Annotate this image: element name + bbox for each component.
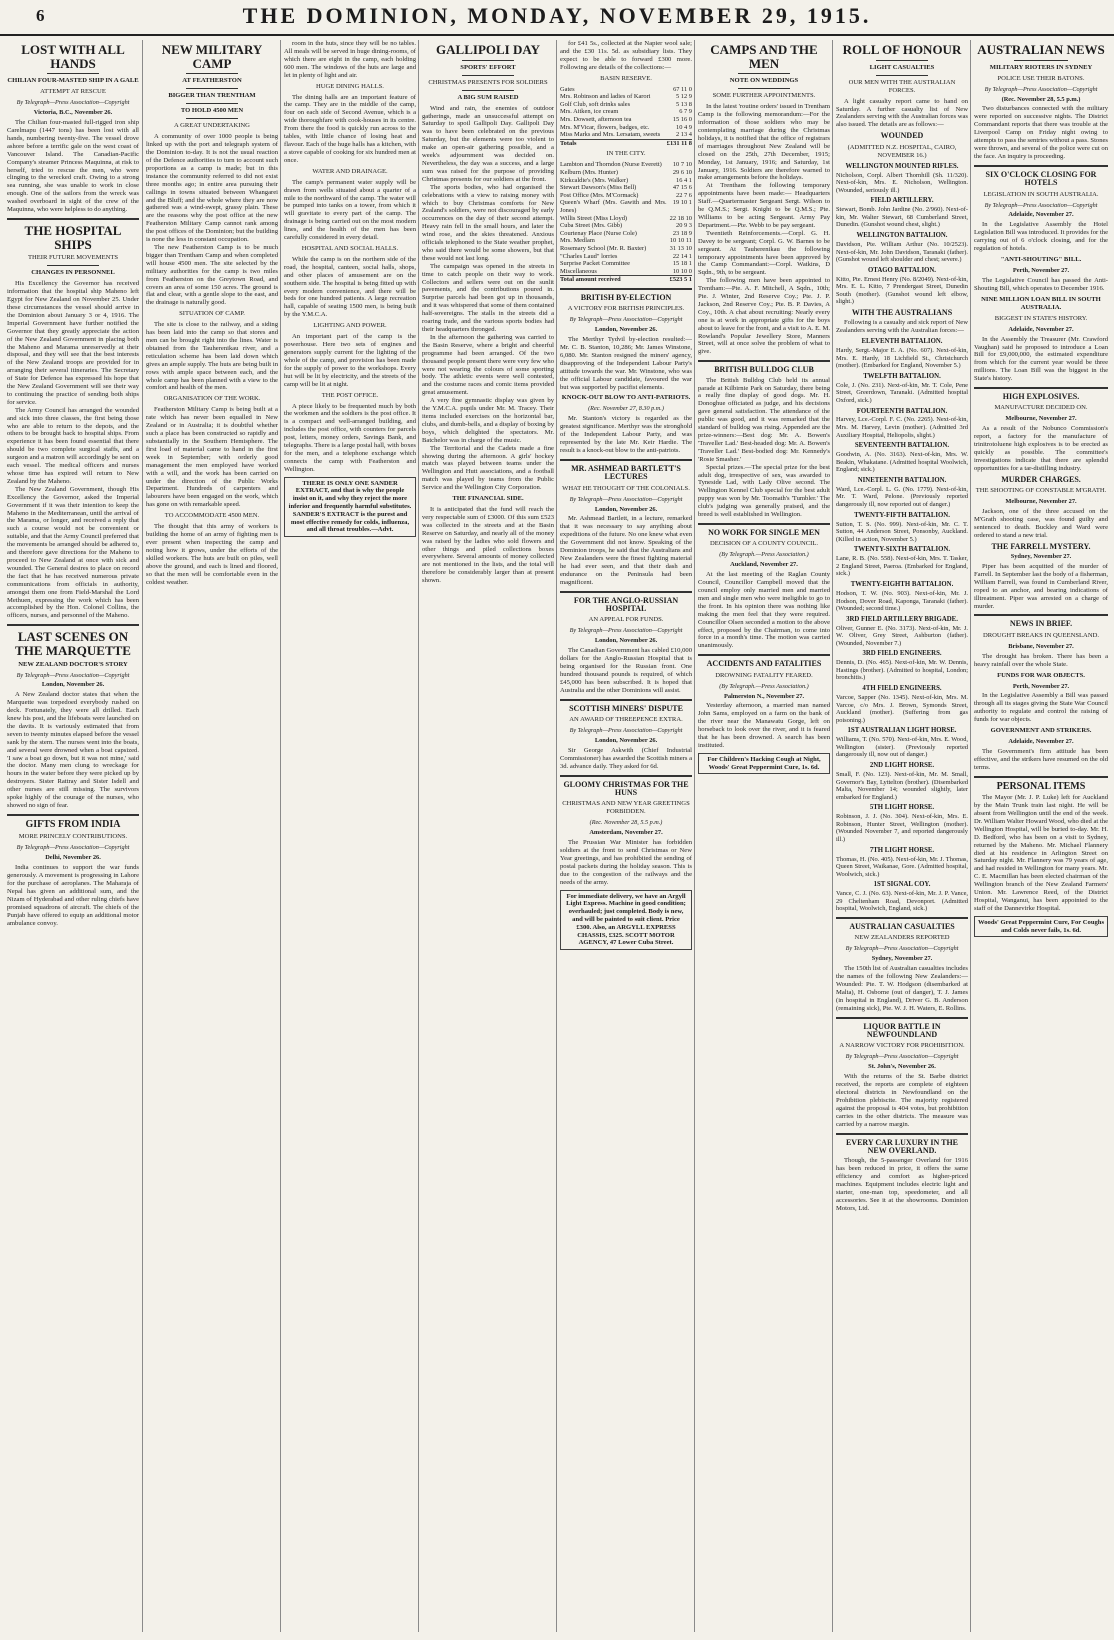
headline-no-work-for-single-men: NO WORK FOR SINGLE MEN	[708, 527, 820, 537]
table-row	[560, 268, 692, 276]
casualty-entry: Goodwin, A. (No. 3163). Next-of-kin, Mrs. W. Beakin, Whakatane. (Admitted hospital Woolwich, England; sick.)	[836, 451, 968, 474]
ledger-amount: 5 12 9	[676, 93, 692, 101]
unit-heading: TWENTY-EIGHTH BATTALION.	[850, 581, 954, 589]
table-row	[560, 124, 692, 132]
dateline: Sydney, November 27.	[1010, 553, 1072, 561]
article-body: In the Assembly the Treasurer (Mr. Crawford Vaughan) said he proposed to introduce a Loan Bill for £9,000,000, the estimated expenditure from which for the current year would be three millions. The Loan Bill was the biggest in the State's history.	[974, 335, 1108, 383]
subhead: SPORTS' EFFORT	[460, 63, 516, 71]
unit-heading: 2ND LIGHT HORSE.	[869, 762, 935, 770]
subhead: MANUFACTURE DECIDED ON.	[994, 404, 1088, 412]
masthead	[0, 0, 1114, 36]
ledger-label: Kelburn (Mrs. Hunter)	[560, 168, 619, 176]
article-body: The Mayor (Mr. J. P. Luke) left for Auckland by the Main Trunk train last night. He will be absent from Wellington until the end of the week. Dr. William Walter Howard Wood, who died at the Wellington Hospital, will be buried to-day. Mr. H. D. Bedford, who has been on a visit to Sydney, returned by the Maheno. Mr. Michael Flannery died at his residence in Arlington Street on Saturday night. Mr. Flannery was 79 years of age, and had resided in Wellington for many years. Mr. C. E. Macmillan has been elected chairman of the Wellington branch of the New Zealand Farmers' Union. Mr. Lawrence Reed, of the District Hospital, Wanganui, has been appointed to the staff of the Dannevirke Hospital.	[974, 794, 1108, 912]
article-body: The Legislative Council has passed the Anti-Shouting Bill, which operates to December 1916.	[974, 276, 1108, 292]
article-body: Featherston Military Camp is being built at a rate which has never been equalled in New Zealand or in Australia; it is doubtful whether such a place has been constructed so rapidly and substantially in the Southern Hemisphere. The first load of material came to hand in the first week in September; with orderly good management the men employed have worked with a will, and the work has been carried on under the direction of the Public Works Department. Hundreds of carpenters and labourers have been engaged on the work, which has gone on with remarkable speed.	[146, 406, 278, 509]
casualty-entry: Cole, J. (No. 231). Next-of-kin, Mr. T. Cole, Pene Street, Greerdown, Taranaki. (Admitted hospital Oxford, sick.)	[836, 381, 968, 404]
subhead: SOME FURTHER APPOINTMENTS.	[712, 92, 816, 100]
headline-british-by-election: BRITISH BY-ELECTION	[580, 292, 672, 302]
article-body: A piece likely to be frequented much by both the workmen and the soldiers is the post office. It is a compact and well-arranged building, and includes the post office, with counters for parcels post, letters, money orders, Savings Bank, and telegraphs. There is a large postal hall, with boxes for the men, and a telephone exchange which connects the camp with Featherston and Wellington.	[284, 402, 416, 473]
unit-heading: 7TH LIGHT HORSE.	[869, 846, 935, 854]
unit-heading: FIELD ARTILLERY.	[870, 197, 934, 205]
subhead: BIGGER THAN TRENTHAM	[168, 92, 256, 100]
subhead: TO HOLD 4500 MEN	[180, 107, 244, 115]
dateline: Amsterdam, November 27.	[589, 829, 663, 837]
headline-new-military-camp: NEW MILITARY CAMP	[161, 42, 263, 71]
dateline: Perth, November 27.	[1012, 682, 1070, 690]
casualty-entry: Vance, C. J. (No. 63). Next-of-kin, Mr. J. P. Vance, 29 Cheltenham Road, Devonport. (Admitted hospital, Woolwich, England, sick.)	[836, 890, 968, 913]
subhead: A BIG SUM RAISED	[457, 93, 519, 101]
ledger-label: Golf Club, soft drinks sales	[560, 100, 631, 108]
article-body: The Chilian four-masted full-rigged iron ship Carelmapu (1447 tons) has been lost with all hands, numbering twenty-five. The vessel drove ashore before a terrific gale on the west coast of Vancouver Island. The Canadian-Pacific Company's steamer Princess Maquinna, at risk to herself, tried to rescue the men, who were clinging to the wrecked craft. Owing to a strong sea running, she was unable to work in close enough. One of the sailors from the wreck was washed overboard in sight of the crew of the Maquinna, who were helpless to do anything.	[7, 119, 139, 214]
casualty-entry: Kitto, Pte. Ernest Henry (No. 8/2049). Next-of-kin, Mrs. E. L. Kitto, 7 Prendergast Street, Dunedin South (mother). (Gunshot wound left elbow, slight.)	[836, 275, 968, 306]
advertisement-woods-peppermint-cure: For Children's Hacking Cough at Night, Woods' Great Peppermint Cure, 1s. 6d.	[698, 753, 830, 775]
table-row	[560, 230, 692, 238]
article-body: In the Legislative Assembly the Hotel Legislation Bill was introduced. It provides for the carrying out of 6 o'clock closing, and for the regulation of hotels.	[974, 221, 1108, 253]
byline: By Telegraph—Press Association—Copyright	[845, 1053, 959, 1061]
ledger-amount: 22 18 10	[669, 214, 692, 222]
headline-australian-casualties: AUSTRALIAN CASUALTIES	[849, 921, 955, 931]
headline-anglo-russian-hospital: FOR THE ANGLO-RUSSIAN HOSPITAL	[573, 595, 679, 613]
article-body: As a result of the Nobunco Commission's report, a factory for the manufacture of trinitrotoluene high explosives is to be erected as quickly as possible. The committee's investigations indicate that there are splendid opportunities for a tar-distilling industry.	[974, 425, 1108, 472]
advertisement-woods-peppermint-cure: Woods' Great Peppermint Cure, For Coughs and Colds never fails, 1s. 6d.	[974, 916, 1108, 938]
ledger-label: Gates	[560, 85, 575, 93]
headline-six-oclock-closing: SIX O'CLOCK CLOSING FOR HOTELS	[985, 169, 1097, 188]
casualty-entry: Nicholson, Corpl. Albert Thornhill (Sh. 11/320). Next-of-kin, Mrs. E. Nicholson, Wellington. (Wounded, seriously ill.)	[836, 171, 968, 194]
headline-scottish-miners-dispute: SCOTTISH MINERS' DISPUTE	[569, 703, 683, 713]
column-2	[142, 40, 281, 1632]
unit-heading: TWENTY-FIFTH BATTALION.	[854, 511, 950, 519]
ledger-amount: 15 16 0	[672, 116, 692, 123]
dateline: Delhi, November 26.	[45, 854, 101, 862]
subhead: DROWNING FATALITY FEARED.	[715, 671, 813, 679]
article-body: The 150th list of Australian casualties includes the names of the following New Zealanders:—Wounded: Pte. T. W. Hodgson (disembarked at Malta), H. Osborne (out of danger), T. J. James (in hospital in England), Driver G. B. Anderson (remaining sick), Pte. W. J. H. Waters, E. Rollins.	[836, 965, 968, 1012]
byline: By Telegraph—Press Association—Copyright	[984, 85, 1098, 93]
table-row	[560, 161, 692, 169]
section-heading-wounded: WOUNDED	[880, 131, 924, 141]
ledger-amount: 2 13 4	[676, 131, 692, 139]
article-body: Jackson, one of the three accused on the M'Grath shooting case, was found guilty and sentenced to death. Buckley and Ward were ordered to stand a new trial.	[974, 508, 1108, 539]
subhead: MILITARY RIOTERS IN SYDNEY	[989, 63, 1093, 71]
article-body: The thought that this army of workers is building the home of an army of fighting men is ever present when inspecting the camp and noting how it grows, under the efforts of the skilled workers. The huts are built on piles, well above the ground, and each is lined and floored, so that the men will be comfortable even in the coldest weather.	[146, 523, 278, 586]
table-row: Total amount received £523 5 1	[560, 276, 692, 284]
section-subhead: TO ACCOMMODATE 4500 MEN.	[164, 512, 260, 520]
headline-gloomy-christmas: GLOOMY CHRISTMAS FOR THE HUNS	[563, 779, 689, 797]
article-body: An important part of the camp is the powerhouse. Here two sets of engines and generators supply current for the lighting of the whole of the camp, and provision has been made for the supply of power to the workshops. Every hut will be lit by electricity, and the streets of the camp will be lit at night.	[284, 333, 416, 388]
headline-camps-and-the-men: CAMPS AND THE MEN	[710, 42, 818, 71]
ledger-label: Cuba Street (Mrs. Gibb)	[560, 222, 623, 230]
subhead: A NARROW VICTORY FOR PROHIBITION.	[839, 1042, 965, 1050]
subhead: LEGISLATION IN SOUTH AUSTRALIA.	[983, 190, 1099, 198]
subhead: AT FEATHERSTON	[182, 77, 242, 85]
dateline: (Rec. November 28, 5.5 p.m.)	[1001, 95, 1081, 103]
ledger-amount: 10 10 11	[669, 237, 692, 245]
advertisement-sander-extract: THERE IS ONLY ONE SANDER EXTRACT, and that is why the people insist on it, and why they reject the more inferior and frequently harmful substitutes. SANDER'S EXTRACT is the purest and most effective remedy for colds, influenza, and all throat troubles.—Advt.	[284, 477, 416, 538]
subhead: A VICTORY FOR BRITISH PRINCIPLES.	[567, 305, 685, 313]
article-body: A New Zealand doctor states that when the Marquette was torpedoed everybody rushed on deck. Fortunately, they were all drilled. Each knew his post, and the lifeboats were launched on the davits. It is variously estimated that from seven to twenty minutes elapsed before the vessel sank by the stern. The nurses went into the boats, and several were drowned when a boat capsized. 'I saw a boat go down, but it was not mine,' said the doctor. Many men clung to wreckage for hours in the water before they were picked up by destroyers. Sister Rattray and Sister Isdell and other nurses are still missing. The survivors spoke highly of the courage of the nurses, who showed no sign of fear.	[7, 691, 139, 809]
unit-heading: NINETEENTH BATTALION.	[857, 476, 947, 484]
byline: By Telegraph—Press Association—Copyright	[16, 99, 130, 107]
table-row	[560, 184, 692, 192]
byline: By Telegraph—Press Association—Copyright	[569, 495, 683, 503]
article-body: In the Legislative Assembly a Bill was passed through all its stages giving the State War Council authority to regulate and control the raising of funds for war objects.	[974, 692, 1108, 724]
article-body: Wind and rain, the enemies of outdoor gatherings, made an unsuccessful attempt on Saturday to spoil Gallipoli Day. Gallipoli Day was to have been celebrated on the previous Saturday, but the elements were too violent to make an open-air gathering possible, and a week's adjournment was decided on. Nevertheless, the day was a success, and a large sum was raised for the purpose of providing Christmas presents for our soldiers at the front. The sports bodies, who had organised the celebrations with a view to raising money with which to buy Christmas comforts for New Zealand's soldiers, were not discouraged by early occurrences on the day of their second attempt. Heavy rain fell in the small hours, and later the wind rose, and the skies threatened. Anxious officials telephoned to the State weather prophet, who said there would be some showers, but that these would not last long. The campaign was opened in the streets in time to catch people on their way to work. Collectors and sellers were out on the sunlit pavements, and the contributions poured in. Surprise parcels had been got up in thousands, and it was whispered that some of them contained half-sovereigns. The stalls in the streets did a roaring trade, and the various sports bodies had their headquarters thronged. In the afternoon the gathering was carried to the Basin Reserve, where a bright and cheerful programme had been arranged. Of the two thousand people present there were very few who were not wearing the colours of some sporting body. The athletic events were well contested, and the costume races and comic items provided great amusement. A very fine gymnastic display was given by the Y.M.C.A. pupils under Mr. M. Tracey. Their items included exercises on the horizontal bar, clubs, and dumb-bells, and a display of boxing by boys, which delighted the spectators. Mr. Batchelor was in charge of the music. The Territorial and the Cadets made a fine showing during the afternoon. A girls' hockey match was played between teams under the Wellington and Hutt associations, and a football match was played by teams from the Public Service and the Wellington City Corporation.	[422, 104, 554, 492]
byline: By Telegraph—Press Association—Copyright	[569, 727, 683, 735]
subhead: CHRISTMAS AND NEW YEAR GREETINGS FORBIDDEN.	[562, 800, 690, 816]
headline-hospital-ships: THE HOSPITAL SHIPS	[24, 222, 122, 252]
headline-british-bulldog-club: BRITISH BULLDOG CLUB	[714, 365, 814, 375]
ledger-label: Surprise Packet Committee	[560, 260, 630, 268]
subhead: DROUGHT BREAKS IN QUEENSLAND.	[982, 631, 1099, 639]
article-body: It is anticipated that the fund will reach the very respectable sum of £3000. Of this sum £523 was collected in the streets and at the Basin Reserve on Saturday, and nearly all of the money was raised by the ladies who sold flowers and other things and piled collections boxes everywhere. Several amounts of money collected are not mentioned in the lists, and the total will therefore be considerably larger than at present shown.	[422, 506, 554, 585]
subhead: NINE MILLION LOAN BILL IN SOUTH AUSTRALIA.	[981, 295, 1101, 311]
ledger-amount: 16 4 1	[676, 176, 692, 184]
unit-heading: 5TH LIGHT HORSE.	[869, 804, 935, 812]
ledger-amount: 10 7 10	[672, 161, 692, 169]
unit-heading: OTAGO BATTALION.	[868, 266, 936, 274]
ledger-label: Miss Marks and Mrs. Lersatam, sweets	[560, 131, 661, 139]
table-row	[560, 108, 692, 116]
ledger-label: Mrs. M'Vicar, flowers, badges, etc.	[560, 123, 650, 131]
ledger-label: Queen's Wharf (Mrs. Gawith and Mrs. Jones)	[560, 199, 667, 214]
article-body: The Government's firm attitude has been effective, and the strikers have resumed on the old terms.	[974, 748, 1108, 771]
headline-ashmead-bartlett-lectures: MR. ASHMEAD BARTLETT'S LECTURES	[571, 463, 681, 482]
section-subhead: THE FINANCIAL SIDE.	[452, 495, 524, 503]
dateline: Melbourne, November 27.	[1005, 498, 1077, 506]
article-body: for £41 5s., collected at the Napier wool sale; and the £30 11s. 5d. as subsidiary lists. They expect to be able to forward £300 more. Following are details of the collections:—	[560, 40, 692, 71]
casualty-entry: Hodson, T. W. (No. 903). Next-of-kin, Mr. J. Hodson, Dover Road, Kaponga, Taranaki (father). (Wounded; second time.)	[836, 589, 968, 613]
dateline: Perth, November 27.	[1012, 267, 1070, 275]
ledger-label: Courtenay Place (Nurse Cole)	[560, 229, 637, 237]
ledger-label: Kirkcaldie's (Mrs. Walker)	[560, 176, 629, 184]
casualty-entry: Oliver, Gunner E. (No. 3173). Next-of-kin, Mr. J. W. Oliver, Grey Street, Ashburton (father). (Wounded, November 7.)	[836, 624, 968, 647]
column-4	[418, 40, 557, 1632]
ledger-amount: 10 4 9	[676, 123, 692, 131]
dateline: Auckland, November 27.	[730, 561, 798, 569]
article-body: Mr. Stanton's victory is regarded as the greatest significance. Merthyr was the stronghold of the Independent Labour Party, and was represented by the late Mr. Keir Hardie. The result is a knock-out blow to the anti-patriots.	[560, 415, 692, 454]
headline-car-luxury-overland: EVERY CAR LUXURY IN THE NEW OVERLAND.	[845, 1137, 959, 1155]
ledger-title: BASIN RESERVE.	[600, 74, 652, 82]
ledger-label: Mrs. Medlam	[560, 237, 595, 245]
unit-heading: ELEVENTH BATTALION.	[861, 338, 943, 346]
casualty-entry: Varcoe, Sapper (No. 1345). Next-of-kin, Mrs. M. Varcoe, c/o Mrs. J. Brown, Symonds Street, Auckland (mother). (Suffering from gas poisoning.)	[836, 693, 968, 724]
subhead: LIGHT CASUALTIES	[869, 63, 935, 71]
unit-heading: WELLINGTON MOUNTED RIFLES.	[845, 162, 959, 170]
byline: (Rec. November 27, 8.30 p.m.)	[588, 405, 664, 413]
collections-table-city	[560, 161, 692, 284]
headline-gifts-from-india: GIFTS FROM INDIA	[25, 818, 121, 830]
subhead: KNOCK-OUT BLOW TO ANTI-PATRIOTS.	[561, 394, 691, 402]
headline-last-scenes-marquette: LAST SCENES ON THE MARQUETTE	[15, 629, 131, 658]
dateline: St. John's, November 26.	[868, 1063, 936, 1071]
byline: By Telegraph—Press Association—Copyright	[569, 627, 683, 635]
headline-farrell-mystery: THE FARRELL MYSTERY.	[991, 541, 1091, 551]
ledger-amount: 6 7 9	[679, 108, 692, 116]
section-subhead: LIGHTING AND POWER.	[313, 322, 387, 330]
headline-personal-items: PERSONAL ITEMS	[996, 780, 1086, 792]
ledger-label: "Charles Laud" lorries	[560, 252, 618, 260]
ledger-amount: 22 7 6	[676, 191, 692, 199]
casualty-entry: Hardy, Sergt.-Major E. A. (No. 607). Next-of-kin, Mrs. E. Hardy, 18 Lichfield St., Christchurch (mother). (Embarked for England, November 5.)	[836, 347, 968, 370]
article-body: While the camp is on the northern side of the road, the hospital, canteen, social halls, shops, and other places of amusement are on the southern side. The hospital is being fitted up with every modern convenience, and there will be beds for one hundred patients. A large recreation hall, capable of seating 1500 men, is being built by the Y.M.C.A.	[284, 255, 416, 319]
advertisement-scott-motor-agency: For immediate delivery, we have an Argyll Light Express. Machine in good condition; overhauled; just completed. Body is new, and will be painted to suit client. Price £300. Also, an ARGYLL EXPRESS CHASSIS, £325. SCOTT MOTOR AGENCY, 47 Lower Cuba Street.	[560, 890, 692, 951]
byline: By Telegraph—Press Association—Copyright	[984, 201, 1098, 209]
table-row	[560, 192, 692, 200]
byline: By Telegraph—Press Association—Copyright	[845, 945, 959, 953]
headline-lost-with-all-hands: LOST WITH ALL HANDS	[21, 42, 125, 71]
headline-news-in-brief: NEWS IN BRIEF.	[1009, 619, 1073, 629]
table-row	[560, 237, 692, 245]
column-1	[4, 40, 142, 1632]
unit-heading: TWENTY-SIXTH BATTALION.	[853, 546, 951, 554]
casualty-list	[836, 163, 968, 306]
section-subhead: ORGANISATION OF THE WORK.	[163, 395, 261, 403]
casualty-entry: Harvey, Lce.-Corpl. F. C. (No. 2265). Next-of-kin, Mrs. M. Harvey, Levin (mother). (Admitted 3rd Auxiliary Hospital, Heliopolis, slight.)	[836, 416, 968, 439]
dateline: Adelaide, November 27.	[1008, 211, 1074, 219]
subhead: GOVERNMENT AND STRIKERS.	[990, 727, 1092, 735]
unit-heading: 1ST SIGNAL COY.	[873, 881, 931, 889]
ledger-amount: 47 15 6	[672, 184, 692, 192]
section-subhead: HUGE DINING HALLS.	[316, 82, 384, 90]
headline-roll-of-honour: ROLL OF HONOUR	[842, 42, 962, 57]
ledger-title: IN THE CITY.	[606, 150, 646, 158]
subhead: NEW ZEALANDERS REPORTED	[854, 934, 950, 942]
casualty-entry: Davidson, Pte. William Arthur (No. 10/2523). Next-of-kin, Mr. John Davidson, Taranaki (father). (Gunshot wound left shoulder and chest; severe.)	[836, 240, 968, 264]
byline: By Telegraph—Press Association—Copyright	[569, 316, 683, 324]
article-body: Following is a casualty and sick report of New Zealanders serving with the Australian forces:—	[836, 319, 968, 335]
article-body: The Prussian War Minister has forbidden soldiers at the front to send Christmas or New Year greetings, and has prohibited the sending of postal packets during the holiday season. This is due to the congestion of the railways and the needs of the army.	[560, 839, 692, 886]
article-body: The camp's permanent water supply will be drawn from wells situated about a quarter of a mile to the northward of the camp. The water will be pumped into tanks on a tower, from which it will gravitate to every part of the camp. The drainage is being carried out on the most modern lines, and the health of the men has been carefully considered in every detail.	[284, 178, 416, 242]
article-body: The Canadian Government has cabled £10,000 dollars for the Anglo-Russian Hospital that is being organised for the Russian front. One hundred thousand pounds is required, of which £45,000 has been subscribed. It is hoped that Australia and the other Dominions will assist.	[560, 647, 692, 694]
byline: (By Telegraph.—Press Association.)	[719, 551, 809, 559]
subhead: NEW ZEALAND DOCTOR'S STORY	[18, 660, 128, 668]
article-body: A community of over 1000 people is being linked up with the port and telegraph system of the Dominion to-day. It is not the usual reaction of the Defence authorities to turn to account such proportions as a camp is made; but in this instance the community referred to did not exist three months ago; in entire area pursuing their callings in towns situated between Whangarei and the Bluff; and the whole where they are now gathered was a wind-swept, grassy plain. These are the reasons why the post office at the new Featherston Military Camp cannot rank among the post offices of the Dominion; but the building is none the less in constant occupation. The new Featherston Camp is to be much bigger than Trentham Camp and when completed will house 4500 men. The site selected by the military authorities for the camp is two miles from Featherston on the Greytown Road, and covers an area of some 150 acres. The ground is flat and clear, with a gentle slope to the east, and the drainage is naturally good.	[146, 133, 278, 307]
section-heading-with-australians: WITH THE AUSTRALIANS	[851, 308, 953, 317]
headline-accidents-and-fatalities: ACCIDENTS AND FATALITIES	[706, 659, 822, 669]
article-body: The dining halls are an important feature of the camp. They are in the middle of the camp, four on each side of Second Avenue, which is a wide thoroughfare with cook-houses in its centre. From there the food is quickly run across to the tables, with little chance of losing heat and flavour. Each of the huge halls has a kitchen, with a stove capable of cooking for six hundred men at once.	[284, 93, 416, 164]
article-body: The Merthyr Tydvil by-election resulted:— Mr. C. B. Stanton, 10,286; Mr. James Winstone, 6,080. Mr. Stanton resigned the miners' agency, disapproving of the Independent Labour Party's attitude towards the war. Mr. Winstone, who was the official Labour candidate, favoured the war but was supported by pacifist elements.	[560, 336, 692, 391]
column-5	[556, 40, 695, 1632]
subhead: FUNDS FOR WAR OBJECTS.	[997, 671, 1085, 679]
column-7	[832, 40, 971, 1632]
dateline: London, November 26.	[594, 326, 658, 334]
article-body: A light casualty report came to hand on Saturday. A further casualty list of New Zealanders serving with the Australian forces was also issued. The details are as follows:—	[836, 97, 968, 129]
dateline: London, November 26.	[594, 637, 658, 645]
ledger-amount: 5 13 8	[676, 100, 692, 108]
unit-heading: 4TH FIELD ENGINEERS.	[862, 685, 942, 693]
subhead: A GREAT UNDERTAKING	[174, 122, 250, 130]
collections-table-basin-reserve	[560, 86, 692, 148]
subhead: "ANTI-SHOUTING" BILL.	[1000, 256, 1082, 264]
article-body: His Excellency the Governor has received information that the hospital ship Maheno left Egypt for New Zealand on November 25. Under these circumstances the vessel should arrive in the Dominion about January 3 or 4, 1916. The Imperial Government have further notified the Governor that they greatly appreciate the action of the New Zealand Government in placing both the Maheno and Marama unreservedly at their disposal, and they will see that the best interests of the New Zealand troops are provided for in arranging their several itineraries. The Secretary of State for Defence has expressed his hope that the New Zealand Government will see their way to continuing the practice of sending both ships for service. The Army Council has arranged the wounded and sick into three classes, the first being those who are able to return to the depots, and the others to be brought back to hospital ships. From experience it has been found essential that there should be two complete surgical staffs, and a surgeon and a matron will accordingly be sent on each vessel. The medical officers and nurses whose time has expired will return to New Zealand by the Maheno. The New Zealand Government, though His Excellency the Governor, asked the Imperial Government if it was their intention to keep the Maheno in the Mediterranean, until the arrival of the Marama, or longer, and received a reply that such a course would not be convenient or suitable, and that the Army Council preferred that the movements be arranged should be adhered to, and therefore gave directions for the Maheno to proceed to New Zealand at once with sick and wounded. The General desires to place on record the fact that he has received numerous private communications from officials in authority, amongst them one from Field-Marshal the Lord Methuen, expressing the work which has been accomplished by the Hon. Colonel Collins, the officers, nurses, and personnel of the Maheno.	[7, 280, 139, 620]
article-body: room in the huts, since they will be no tables. All meals will be served in huge dining-rooms, of which there are eight in the camp, each holding 600 men. The windows of the huts are large and let in plenty of light and air.	[284, 40, 416, 79]
table-row	[560, 131, 692, 139]
table-row	[560, 260, 692, 268]
ledger-amount: 22 14 1	[672, 252, 692, 260]
article-body: With the returns of the St. Barbe district received, the reports are complete of eighteen electoral districts in Newfoundland on the Prohibition plebiscite. The majority registered against the proposal is 404 votes, but prohibition carries in the other districts. The measure was carried by a narrow margin.	[836, 1073, 968, 1128]
ledger-amount: 31 13 10	[669, 244, 692, 252]
casualty-entry: Dennis, D. (No. 465). Next-of-kin, Mr. W. Dennis, Hastings (brother). (Admitted to hospital, London; bronchitis.)	[836, 659, 968, 682]
article-body: At the last meeting of the Raglan County Council, Councillor Campbell moved that the council employ only married men and married men and single men who were ineligible to go to the front. In his opinion there was nothing like making the men feel that they were required. Councillor Olsen seconded a motion to the above effect, proposed by the Chairman, to come into force in a month's time. The motion was carried unanimously.	[698, 571, 830, 650]
table-row	[560, 169, 692, 177]
note: (ADMITTED N.Z. HOSPITAL, CAIRO, NOVEMBER 16.)	[847, 143, 957, 159]
table-row	[560, 177, 692, 185]
article-body: The site is close to the railway, and a siding has been laid into the camp so that stores and men can be brought right into the lines. Water is obtained from the Tauherenikau river, and a reticulation scheme has been laid down which gives an ample supply. The huts are being built in rows with ample space between each, and the whole camp has been planned with a view to the comfort and health of the men.	[146, 321, 278, 392]
subhead: MORE PRINCELY CONTRIBUTIONS.	[18, 833, 128, 841]
unit-heading: TWELFTH BATTALION.	[863, 372, 941, 380]
ledger-label: Miscellaneous	[560, 267, 597, 275]
subhead: WHAT HE THOUGHT OF THE COLONIALS.	[562, 484, 690, 492]
table-row	[560, 101, 692, 109]
dateline: Adelaide, November 27.	[1008, 738, 1074, 746]
article-body: Two disturbances connected with the military were reported on successive nights. The District Commandant reports that there was trouble at the Liverpool Camp on Friday night owing to attempts to pass the sentries without a pass. Stones were thrown, and several of the police were cut on the face. An inquiry is proceeding.	[974, 105, 1108, 160]
byline: (By Telegraph.—Press Association.)	[719, 682, 809, 690]
article-body: Sir George Askwith (Chief Industrial Commissioner) has awarded the Scottish miners a 3d. advance daily. They asked for 6d.	[560, 746, 692, 770]
unit-heading: 3RD FIELD ARTILLERY BRIGADE.	[846, 615, 958, 623]
casualty-entry: Ward, Lce.-Corpl. L. G. (No. 1779). Next-of-kin, Mr. T. Ward, Pelone. (Previously reported dangerously ill, now reported out of danger.)	[836, 485, 968, 509]
subhead: ATTEMPT AT RESCUE	[40, 88, 106, 96]
casualty-entry: Lane, R. B. (No. 558). Next-of-kin, Mrs. T. Tasker, 2 England Street, Paeroa. (Embarked for England, sick.)	[836, 555, 968, 578]
headline-liquor-battle-newfoundland: LIQUOR BATTLE IN NEWFOUNDLAND	[863, 1021, 941, 1040]
article-body: Though, the 5-passenger Overland for 1916 has been reduced in price, it offers the same efficiency and comfort as higher-priced machines. Equipment includes electric light and starter, one-man top, speedometer, and all accessories. See it at the showrooms. Dominion Motors, Ltd.	[836, 1157, 968, 1212]
subhead: DECISION OF A COUNTY COUNCIL.	[709, 540, 818, 548]
subhead: AN AWARD OF THREEPENCE EXTRA.	[569, 716, 683, 724]
article-body: The drought has broken. There has been a heavy rainfall over the whole State.	[974, 652, 1108, 668]
table-row	[560, 199, 692, 214]
unit-heading: SEVENTEENTH BATTALION.	[854, 442, 950, 450]
casualty-entry: Sutton, T. S. (No. 999). Next-of-kin, Mr. C. T. Sutton, 44 Anderson Street, Ponsonby, Auckland. (Killed in action, November 5.)	[836, 520, 968, 543]
article-body: India continues to support the war funds generously. A movement is progressing in Lahore for the purchase of aeroplanes. The Maharaja of Nepal has given an additional sum, and the Nizam of Hyderabad and other ruling chiefs have promised squadrons of aircraft. The chiefs of the Punjab have offered to equip an additional motor ambulance convoy.	[7, 864, 139, 927]
ledger-label: Mrs. Dowsett, afternoon tea	[560, 116, 632, 123]
ledger-label: Willis Street (Miss Lloyd)	[560, 214, 628, 222]
subhead: AN APPEAL FOR FUNDS.	[588, 616, 664, 624]
subhead: THE SHOOTING OF CONSTABLE M'GRATH.	[975, 487, 1107, 495]
dateline: Sydney, November 27.	[871, 955, 933, 963]
section-subhead: WATER AND DRAINAGE.	[312, 167, 388, 175]
ledger-amount: 19 10 1	[672, 199, 692, 207]
table-row	[560, 222, 692, 230]
ledger-amount: 23 18 9	[672, 229, 692, 237]
dateline: London, November 26.	[594, 505, 658, 513]
ledger-label: Mrs. Aitken, ice cream	[560, 108, 619, 116]
section-subhead: HOSPITAL AND SOCIAL HALLS.	[301, 244, 399, 252]
table-row	[560, 215, 692, 223]
ledger-amount: 67 11 0	[673, 85, 692, 93]
table-row: Totals £131 11 8	[560, 139, 692, 147]
section-subhead: SITUATION OF CAMP.	[179, 310, 245, 318]
newspaper-title: THE DOMINION, MONDAY, NOVEMBER 29, 1915.	[242, 3, 872, 28]
subhead: CHILIAN FOUR-MASTED SHIP IN A GALE	[7, 77, 139, 85]
table-row	[560, 93, 692, 101]
article-body: In the latest 'routine orders' issued in Trentham Camp is the following memorandum:—For the information of those soldiers who may be contemplating marriage during the Christmas holidays, it is notified that the office of registrars of marriages throughout New Zealand will be closed on the 25th, 27th December, 1915; Monday, 1st January, 1916; and Saturday, 1st January, 1916. Soldiers are therefore warned to make arrangements before the holidays. At Trentham the following temporary appointments have been made:— Headquarters Staff.—Quartermaster Sergeant Sergt. Wilson to be Q.M.S.; Sergt. Knight to be Q.M.S.; Pte. Williams to be acting Sergeant. Army Pay Department.—Pte. Webb to be pay sergeant. Twentieth Reinforcements.—Corpl. G. H. Davey to be sergeant; Corpl. G. W. Barnes to be sergeant. At Tauherenikau the following temporary appointments have been approved by the Camp Commandant:—Corpl. Watkins, D Sqdn., 9th, to be sergeant. The following men have been appointed to Trentham:—Pte. A. F. Mitchell, A Sqdn., 10th; Pte. J. Winter, 2nd Reserve Coy.; Pte. J. P. Jackson, 2nd Reserve Coy.; Pte. B. P. Davies, A Coy., 10th. A chat about recruiting: Nearly every one is at work in appropriate gifts for the boys about to leave for the front, and a visit to A. E. M. Rowland's Popular Jewellery Store, Manners Street, will at once solve the problem of what to give.	[698, 103, 830, 356]
casualty-entry: Stewart, Bomb. John Jardine (No. 2/960). Next-of-kin, Mr. Walter Stewart, 68 Cumberland Street, Dunedin. (Gunshot wound chest, slight.)	[836, 206, 968, 229]
ledger-label: Stewart Dawson's (Miss Bell)	[560, 184, 637, 192]
subhead: CHANGES IN PERSONNEL	[31, 269, 115, 277]
table-row	[560, 86, 692, 94]
unit-heading: 1ST AUSTRALIAN LIGHT HORSE.	[847, 727, 957, 735]
headline-high-explosives: HIGH EXPLOSIVES.	[1002, 392, 1080, 402]
unit-heading: FOURTEENTH BATTALION.	[856, 407, 948, 415]
subhead: NOTE ON WEDDINGS	[729, 77, 799, 85]
ledger-amount: 29 6 10	[672, 168, 692, 176]
ledger-amount: 15 18 1	[672, 260, 692, 268]
subhead: CHRISTMAS PRESENTS FOR SOLDIERS	[428, 78, 548, 86]
dateline: Brisbane, November 27.	[1008, 642, 1074, 650]
unit-heading: 3RD FIELD ENGINEERS.	[862, 650, 942, 658]
headline-gallipoli-day: GALLIPOLI DAY	[436, 42, 540, 57]
column-8	[970, 40, 1111, 1632]
dateline: Melbourne, November 27.	[1005, 415, 1077, 423]
ledger-label: Lambton and Thorndon (Nurse Everett)	[560, 161, 662, 169]
column-3	[280, 40, 419, 1632]
casualty-entry: Williams, T. (No. 570). Next-of-kin, Mrs. E. Wood, Wellington (sister). (Previously reported dangerously ill, now out of danger.)	[836, 736, 968, 759]
dateline: Victoria, B.C., November 26.	[33, 109, 113, 117]
column-6	[694, 40, 833, 1632]
byline: By Telegraph—Press Association—Copyright	[16, 671, 130, 679]
byline: By Telegraph—Press Association—Copyright	[16, 844, 130, 852]
section-subhead: THE POST OFFICE.	[321, 391, 379, 399]
byline: (Rec. November 28, 5.5 p.m.)	[589, 819, 663, 827]
ledger-label: Mrs. Robinson and ladies of Karori	[560, 93, 651, 101]
table-row	[560, 245, 692, 253]
ledger-amount: 20 9 3	[676, 222, 692, 230]
subhead: OUR MEN WITH THE AUSTRALIAN FORCES.	[848, 78, 956, 94]
unit-heading: WELLINGTON BATTALION.	[856, 232, 948, 240]
dateline: Adelaide, November 27.	[1008, 325, 1074, 333]
page-number: 6	[36, 6, 45, 25]
table-row	[560, 116, 692, 124]
table-row	[560, 253, 692, 261]
subhead: BIGGEST IN STATE'S HISTORY.	[994, 314, 1088, 322]
dateline: London, November 26.	[41, 681, 105, 689]
ledger-amount: 10 10 0	[672, 267, 692, 275]
article-body: The British Bulldog Club held its annual parade at Kilbirnie Park on Saturday, there being a really fine display of good dogs. Mr. H. Donoghue officiated as judge, and his decisions gave general satisfaction. The attendance of the public was good, and it was remarked that the standard of bulldog was rising. Appended are the prize-winners:—Best dog: Mr. A. Bowen's 'Traveller Lad.' Best-headed dog: Mr. A. Bowen's 'Traveller Lad.' Best-bodied dog: Mr. Kennedy's 'Rosie Smasher.' Special prizes.—The special prize for the best adult dog, irrespective of sex, was awarded to Tyneside Lad, with Lady Olive second. The Wellington Kennel Club special for the best adult puppy was won by Mr. Toomath's 'Tumbler.' The club's judging was generally praised, and the breed is well established in Wellington.	[698, 376, 830, 519]
article-body: Yesterday afternoon, a married man named John Sams, employed on a farm on the bank of the river near the Manawatu Gorge, left on horseback to look over the river, and it is feared that he has been drowned. A search has been instituted.	[698, 702, 830, 749]
casualty-entry: Thomas, H. (No. 405). Next-of-kin, Mr. J. Thomas, Queen Street, Waikanae, Gore. (Admitted hospital, Woolwich, sick.)	[836, 855, 968, 878]
headline-murder-charges: MURDER CHARGES.	[1001, 474, 1081, 484]
subhead: THEIR FUTURE MOVEMENTS	[27, 254, 119, 262]
ledger-label: Post Office (Mrs. M'Cormack)	[560, 191, 639, 199]
casualty-entry: Small, F. (No. 123). Next-of-kin, Mr. M. Small, Governor's Bay, Lyttelton (brother). (Disembarked Malta, November 14; wounded slightly, later embarked for England.)	[836, 770, 968, 801]
subhead: POLICE USE THEIR BATONS.	[997, 74, 1085, 82]
casualty-entry: Robinson, J. J. (No. 304). Next-of-kin, Mrs. E. Robinson, Hunter Street, Wellington (mother). (Wounded November 7, and reported dangerously ill.)	[836, 813, 968, 844]
casualty-list-australian	[836, 338, 968, 913]
article-body: Piper has been acquitted of the murder of Farrell. In September last the body of a fisherman, William Farrell, was found in Cumberland River, roped to an anchor, and bearing indications of illtreatment. Piper was arrested on a charge of murder.	[974, 563, 1108, 610]
headline-australian-news: AUSTRALIAN NEWS	[977, 42, 1105, 57]
ledger-label: Rosemary School (Mr. R. Baxter)	[560, 244, 647, 252]
dateline: Palmerston N., November 27.	[723, 692, 805, 700]
dateline: London, November 26.	[594, 736, 658, 744]
article-body: Mr. Ashmead Bartlett, in a lecture, remarked that it was necessary to say anything about expeditions of the future. No one knew what even the Government did not know. Speaking of the Dominion troops, he said that the Australians and New Zealanders were the finest fighting material he had ever seen, and that their dash and endurance on the Peninsula had been magnificent.	[560, 515, 692, 586]
